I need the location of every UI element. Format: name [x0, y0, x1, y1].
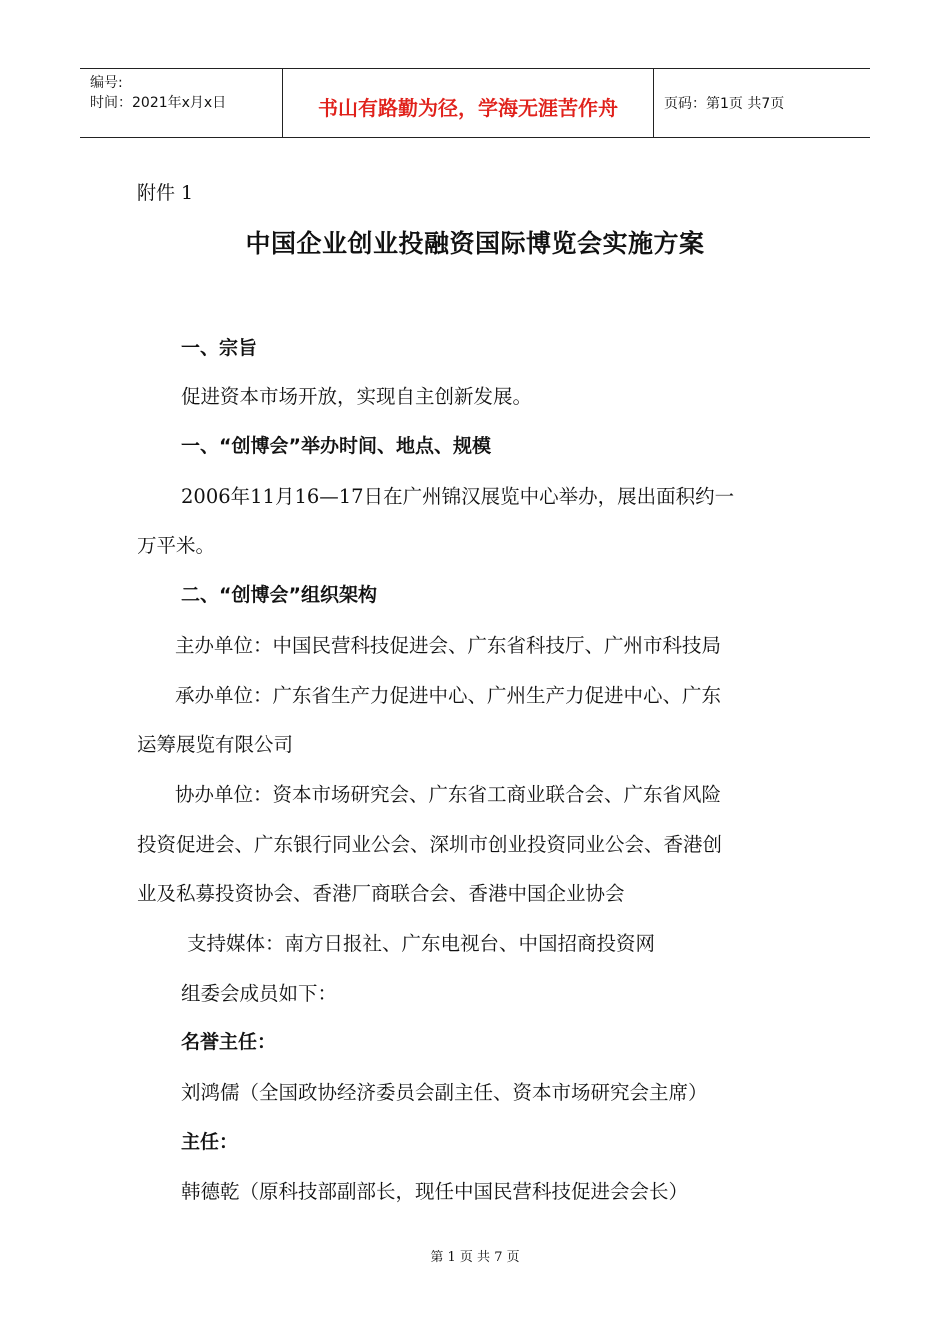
section-time-heading: 一、“创博会”举办时间、地点、规模 — [181, 435, 491, 457]
host-units: 主办单位：中国民营科技促进会、广东省科技厅、广州市科技局 — [175, 634, 722, 657]
committee-intro: 组委会成员如下： — [181, 982, 338, 1005]
number-label: 编号: — [90, 75, 123, 91]
organizer-units-1: 承办单位：广东省生产力促进中心、广州生产力促进中心、广东 — [175, 684, 722, 707]
header-meta — [80, 69, 282, 137]
director-heading: 主任： — [181, 1131, 239, 1153]
section-purpose-heading: 一、宗旨 — [181, 337, 258, 359]
attachment-label: 附件 1 — [137, 182, 194, 204]
honorary-director-heading: 名誉主任： — [181, 1031, 277, 1053]
director-person: 韩德乾（原科技部副部长，现任中国民营科技促进会会长） — [181, 1180, 689, 1203]
header-table — [80, 68, 870, 138]
document-title: 中国企业创业投融资国际博览会实施方案 — [245, 229, 705, 258]
header-page-info: 页码：第1页 共7页 — [664, 96, 785, 112]
section-time-text-2: 万平米。 — [137, 534, 216, 557]
section-purpose-text: 促进资本市场开放，实现自主创新发展。 — [181, 385, 533, 408]
co-units-3: 业及私募投资协会、香港厂商联合会、香港中国企业协会 — [137, 882, 625, 905]
section-org-heading: 二、“创博会”组织架构 — [181, 584, 377, 606]
organizer-units-2: 运筹展览有限公司 — [137, 733, 294, 756]
honorary-director-person: 刘鸿儒（全国政协经济委员会副主任、资本市场研究会主席） — [181, 1081, 708, 1104]
supporting-media: 支持媒体：南方日报社、广东电视台、中国招商投资网 — [187, 932, 656, 955]
co-units-1: 协办单位：资本市场研究会、广东省工商业联合会、广东省风险 — [175, 783, 722, 806]
time-label: 时间：2021年x月x日 — [90, 95, 227, 111]
section-time-text-1: 2006年11月16—17日在广州锦汉展览中心举办，展出面积约一 — [181, 485, 735, 508]
page-footer: 第 1 页 共 7 页 — [430, 1250, 520, 1265]
header-motto: 书山有路勤为径，学海无涯苦作舟 — [282, 69, 654, 137]
co-units-2: 投资促进会、广东银行同业公会、深圳市创业投资同业公会、香港创 — [137, 833, 723, 856]
